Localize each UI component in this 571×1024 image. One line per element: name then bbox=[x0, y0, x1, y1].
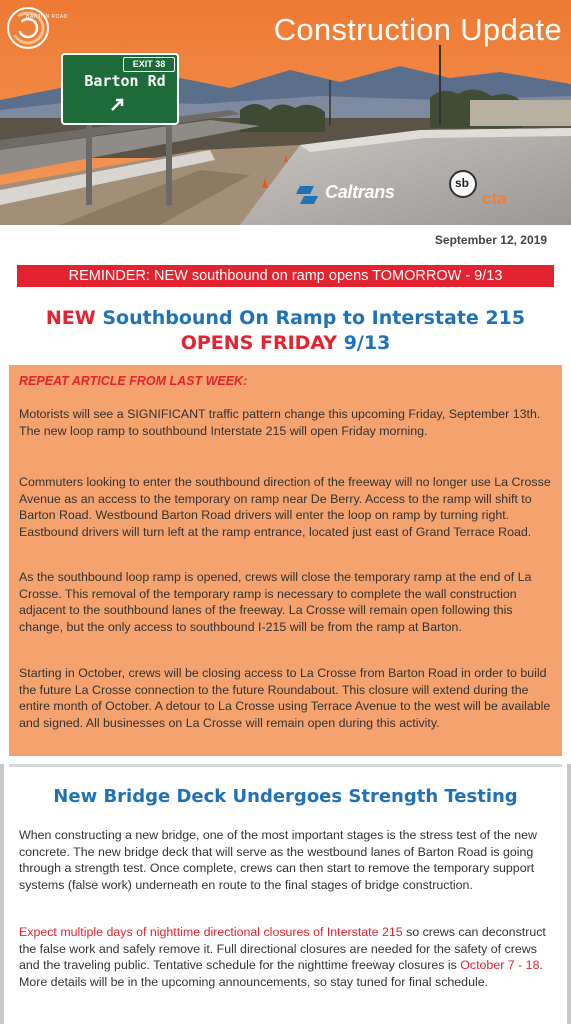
article-paragraph: Motorists will see a SIGNIFICANT traffic pattern change this upcoming Friday, September 13th. The new loop ramp to southbound Interstate 215 will open Friday morning. bbox=[19, 407, 541, 438]
cta-logo-text: cta bbox=[482, 189, 507, 208]
sb-logo-text: sb bbox=[455, 176, 470, 190]
exit-plate: EXIT 38 bbox=[123, 57, 175, 72]
article-tag: REPEAT ARTICLE FROM LAST WEEK: bbox=[19, 374, 248, 388]
bridge-article-paragraph bbox=[19, 924, 559, 990]
closure-text-end: . More details will be in the upcoming announcements, so stay tuned for final schedule. bbox=[19, 958, 543, 989]
caltrans-logo-text: Caltrans bbox=[325, 182, 395, 202]
article-paragraph: Commuters looking to enter the southbound direction of the freeway will no longer use La Crosse Avenue as an access to the temporary on ramp near De Berry. Access to the ramp will shift to Barton Road. Westbound Barton Road drivers will enter the loop on ramp by turning right. Eastbound drivers will turn left at the ramp entrance, located just east of Grand Terrace Road. bbox=[19, 475, 551, 539]
headline-date: 9/13 bbox=[343, 332, 391, 354]
article-paragraph: As the southbound loop ramp is opened, crews will close the temporary ramp at the end of La Crosse. This removal of the temporary ramp is necessary to complete the wall construction adjacent to the southbound lanes of the freeway. La Crosse will remain open following this change, but the only access to southbound I-215 will be from the ramp at Barton. bbox=[19, 570, 532, 634]
bridge-article-paragraph: When constructing a new bridge, one of the most important stages is the stress test of the new concrete. The new bridge deck that will serve as the westbound lanes of Barton Road is going through a strength test. Once complete, crews can then start to remove the temporary support systems (false work) underneath en route to the final stages of bridge construction. bbox=[19, 828, 537, 892]
article-paragraph: Starting in October, crews will be closing access to La Crosse from Barton Road in order to build the future La Crosse connection to the future Roundabout. This closure will extend during the entire month of October. A detour to La Crosse using Terrace Avenue to the west will be available and signed. All businesses on La Crosse will remain open during this activity. bbox=[19, 666, 551, 730]
closure-dates: October 7 - 18 bbox=[460, 958, 540, 972]
headline-title: Southbound On Ramp to Interstate 215 bbox=[102, 307, 526, 329]
highway-sign-text: Barton Rd bbox=[84, 72, 166, 90]
ramp-article bbox=[9, 365, 562, 756]
closure-highlight: Expect multiple days of nighttime directional closures of Interstate 215 bbox=[19, 925, 403, 939]
reminder-banner: REMINDER: NEW southbound on ramp opens TOMORROW - 9/13 bbox=[17, 265, 554, 287]
logo-text: BARTON ROAD bbox=[26, 14, 68, 20]
headline-new: NEW bbox=[45, 307, 96, 329]
section-divider bbox=[9, 764, 562, 767]
page-title: Construction Update bbox=[273, 12, 562, 47]
bridge-article-title: New Bridge Deck Undergoes Strength Testing bbox=[53, 786, 518, 807]
header-banner bbox=[0, 0, 571, 225]
headline-opens: OPENS FRIDAY bbox=[180, 332, 338, 354]
issue-date: September 12, 2019 bbox=[434, 233, 547, 247]
headline bbox=[0, 306, 571, 356]
closure-text: so crews can deconstruct the false work and safely remove it. Full directional closures are needed for the safety of crews and the traveling public. Tentative schedule for the nighttime freeway closures is bbox=[19, 925, 546, 972]
